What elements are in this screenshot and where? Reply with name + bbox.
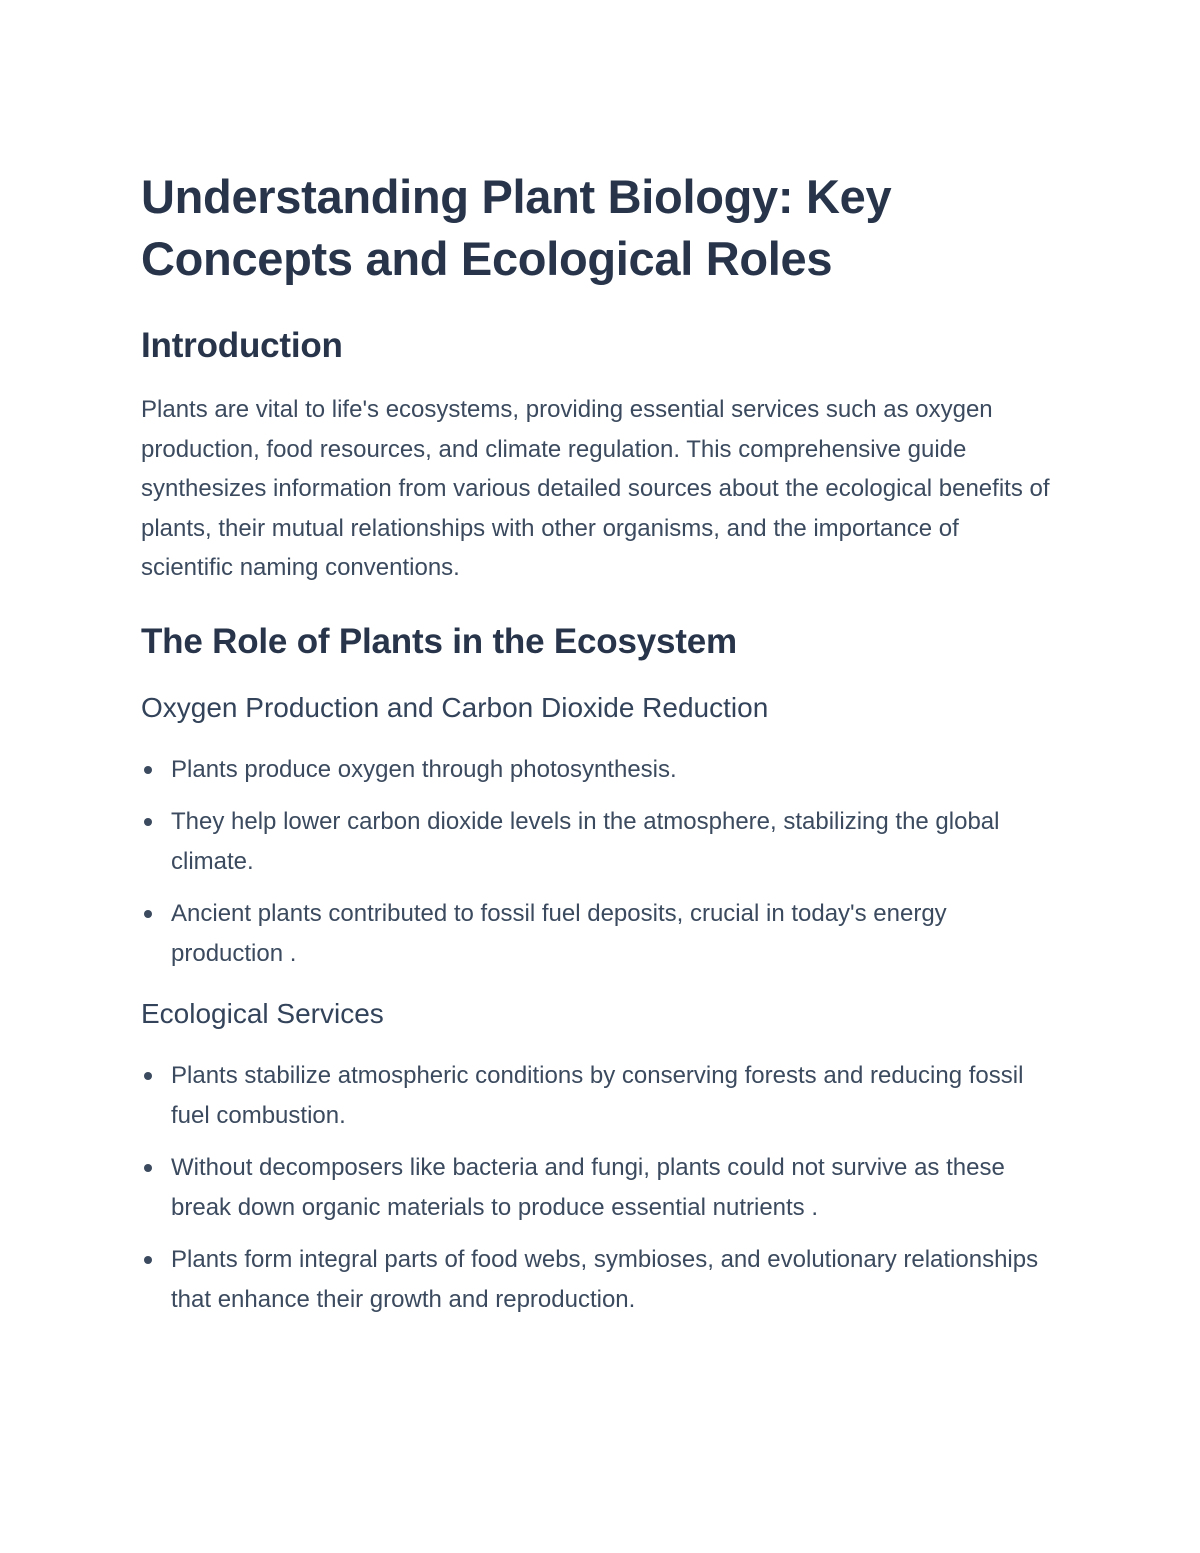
- document-title: Understanding Plant Biology: Key Concepts and Ecological Roles: [141, 170, 892, 285]
- list-item: [141, 1056, 1051, 1136]
- bullet-icon: [144, 766, 152, 774]
- list-item: [141, 802, 1051, 882]
- list-item-text: Ancient plants contributed to fossil fuel deposits, crucial in today's energy production .: [171, 899, 947, 967]
- list-item-text: Plants form integral parts of food webs, symbioses, and evolutionary relationships that enhance their growth and reproduction.: [171, 1245, 1039, 1313]
- list-item: [141, 894, 1051, 974]
- bullet-icon: [144, 818, 152, 826]
- list-item: [141, 1240, 1051, 1320]
- list-item-text: They help lower carbon dioxide levels in the atmosphere, stabilizing the global climate.: [171, 807, 1000, 875]
- oxygen-subheading: Oxygen Production and Carbon Dioxide Reduction: [141, 691, 769, 723]
- bullet-icon: [144, 1072, 152, 1080]
- list-item-text: Plants stabilize atmospheric conditions by conserving forests and reducing fossil fuel combustion.: [171, 1061, 1024, 1129]
- introduction-paragraph: Plants are vital to life's ecosystems, providing essential services such as oxygen production, food resources, and climate regulation. This comprehensive guide synthesizes information from various detailed sources about the ecological benefits of plants, their mutual relationships with other organisms, and the importance of scientific naming conventions.: [141, 396, 1050, 581]
- introduction-heading: Introduction: [141, 326, 343, 365]
- list-item: [141, 1148, 1051, 1228]
- bullet-icon: [144, 1256, 152, 1264]
- bullet-icon: [144, 910, 152, 918]
- ecological-services-subheading: Ecological Services: [141, 997, 384, 1029]
- list-item-text: Plants produce oxygen through photosynthesis.: [171, 755, 677, 783]
- list-item-text: Without decomposers like bacteria and fungi, plants could not survive as these break down organic materials to produce essential nutrients .: [171, 1153, 1005, 1221]
- list-item: [141, 750, 1051, 790]
- oxygen-bullet-list: [141, 750, 1051, 974]
- ecological-services-bullet-list: [141, 1056, 1051, 1320]
- role-section-heading: The Role of Plants in the Ecosystem: [141, 621, 737, 661]
- document-page: [141, 166, 1051, 1320]
- bullet-icon: [144, 1164, 152, 1172]
